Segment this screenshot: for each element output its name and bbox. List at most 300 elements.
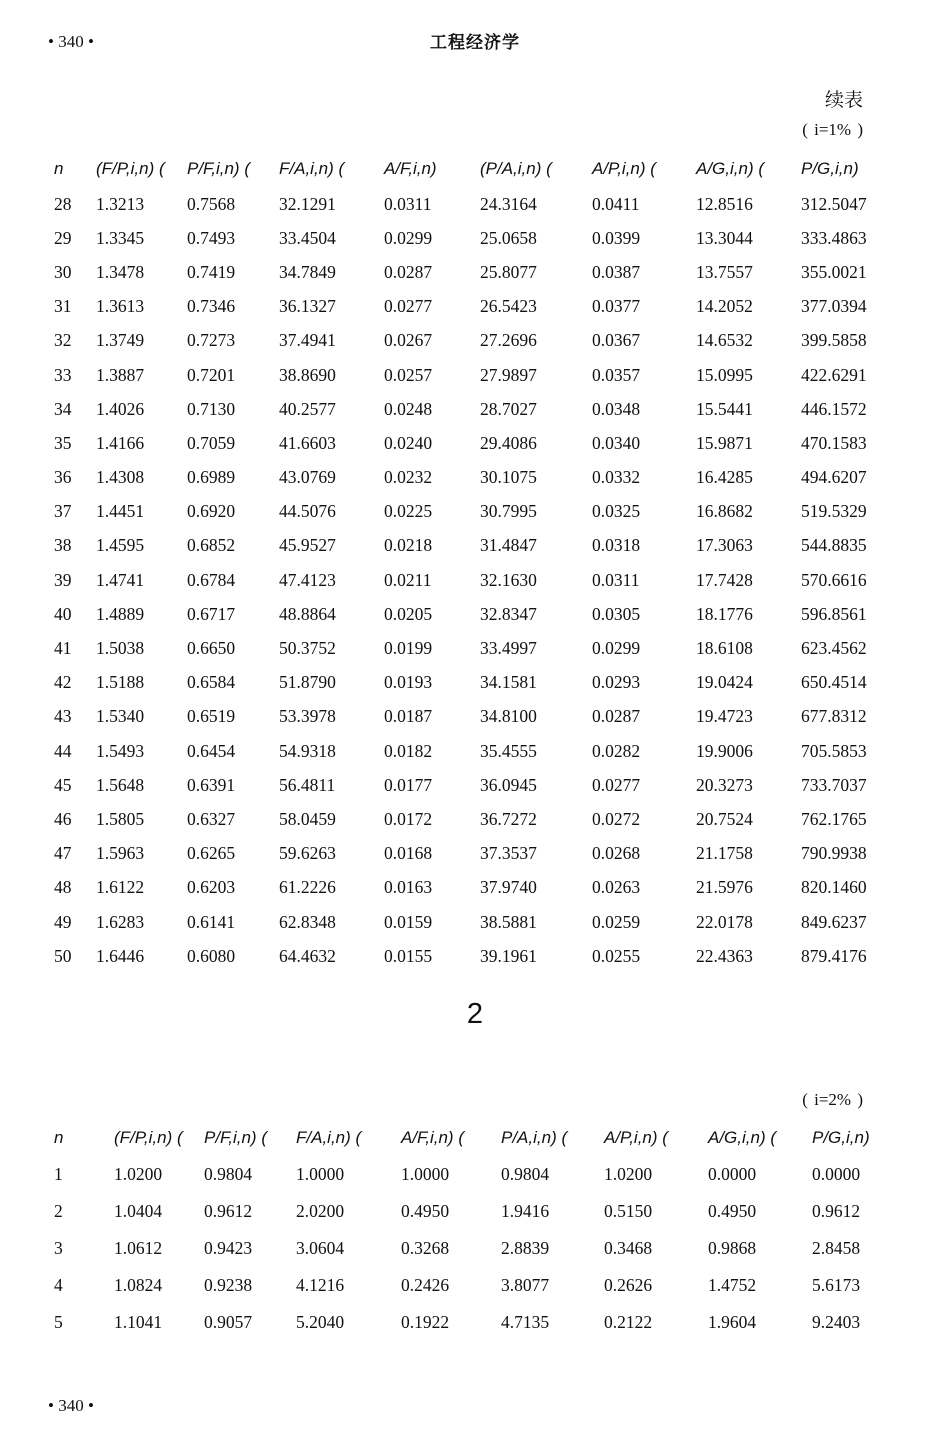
table-cell: 849.6237 — [801, 911, 867, 932]
table-cell: 25.8077 — [480, 261, 537, 282]
table-cell: 31 — [54, 296, 72, 317]
table-cell: 47 — [54, 843, 72, 864]
table-row — [54, 529, 881, 563]
factor-table-1pct — [54, 151, 881, 973]
column-header: P/F,i,n) ( — [187, 159, 250, 178]
table-cell: 0.0318 — [592, 535, 641, 556]
table-cell: 26.5423 — [480, 296, 537, 317]
table-row — [54, 1193, 892, 1230]
table-cell: 34 — [54, 398, 72, 419]
table-cell: 519.5329 — [801, 501, 867, 522]
table-cell: 58.0459 — [279, 808, 336, 829]
table-cell: 0.6080 — [187, 945, 236, 966]
table-cell: 0.0172 — [384, 808, 433, 829]
table-cell: 41.6603 — [279, 432, 336, 453]
table-cell: 355.0021 — [801, 261, 867, 282]
table-cell: 30 — [54, 261, 72, 282]
table-row — [54, 358, 881, 392]
table-cell: 677.8312 — [801, 706, 867, 727]
table-cell: 44.5076 — [279, 501, 336, 522]
table-cell: 1.5340 — [96, 706, 145, 727]
interest-rate-label-2: ( i=2% ) — [802, 1090, 863, 1109]
table-cell: 1.4595 — [96, 535, 145, 556]
table-cell: 0.0168 — [384, 843, 433, 864]
table-cell: 0.0248 — [384, 398, 433, 419]
table-cell: 705.5853 — [801, 740, 867, 761]
column-header: (P/A,i,n) ( — [480, 159, 552, 178]
table-cell: 0.6265 — [187, 843, 236, 864]
table-cell: 50 — [54, 945, 72, 966]
table-cell: 0.0232 — [384, 467, 433, 488]
table-cell: 31.4847 — [480, 535, 537, 556]
table-cell: 1.6446 — [96, 945, 145, 966]
table-cell: 1.0612 — [114, 1237, 163, 1258]
table-cell: 0.0305 — [592, 603, 641, 624]
table-cell: 14.6532 — [696, 330, 753, 351]
table-cell: 0.1922 — [401, 1311, 450, 1332]
table-cell: 37.3537 — [480, 843, 537, 864]
column-header: A/P,i,n) ( — [592, 159, 656, 178]
table-cell: 0.2626 — [604, 1274, 653, 1295]
table-cell: 0.0255 — [592, 945, 641, 966]
column-header: n — [54, 159, 64, 178]
table-cell: 45 — [54, 774, 72, 795]
table-cell: 1.3749 — [96, 330, 145, 351]
table-cell: 20.7524 — [696, 808, 753, 829]
table-cell: 30.7995 — [480, 501, 537, 522]
table-row — [54, 1156, 892, 1193]
table-cell: 1 — [54, 1163, 63, 1184]
table-cell: 0.0187 — [384, 706, 433, 727]
table-row — [54, 666, 881, 700]
table-cell: 0.0287 — [384, 261, 433, 282]
table-cell: 1.3213 — [96, 193, 145, 214]
table-cell: 0.0257 — [384, 364, 433, 385]
table-cell: 1.0200 — [114, 1163, 163, 1184]
table-cell: 34.7849 — [279, 261, 336, 282]
table-cell: 40 — [54, 603, 72, 624]
table-cell: 17.7428 — [696, 569, 753, 590]
page-title: 工程经济学 — [430, 33, 520, 53]
table-cell: 5.6173 — [812, 1274, 861, 1295]
table-cell: 2.8458 — [812, 1237, 861, 1258]
table-cell: 0.0177 — [384, 774, 433, 795]
table-cell: 0.0259 — [592, 911, 641, 932]
table-cell: 0.9612 — [204, 1200, 253, 1221]
table-cell: 1.3478 — [96, 261, 145, 282]
table-cell: 15.9871 — [696, 432, 753, 453]
table-cell: 0.6391 — [187, 774, 236, 795]
table-cell: 0.0225 — [384, 501, 433, 522]
table-cell: 41 — [54, 638, 72, 659]
table-row — [54, 700, 881, 734]
table-cell: 21.5976 — [696, 877, 753, 898]
table-cell: 32.1291 — [279, 193, 336, 214]
table-cell: 15.5441 — [696, 398, 753, 419]
page-number-top: • 340 • — [48, 32, 94, 51]
table-cell: 0.6519 — [187, 706, 236, 727]
table-cell: 1.0200 — [604, 1163, 653, 1184]
continued-label: 续表 — [824, 90, 863, 111]
table-header-row — [54, 151, 881, 187]
table-cell: 0.0293 — [592, 672, 641, 693]
table-cell: 28.7027 — [480, 398, 537, 419]
table-cell: 2.8839 — [501, 1237, 550, 1258]
table-cell: 29 — [54, 227, 72, 248]
table-cell: 0.3468 — [604, 1237, 653, 1258]
table-cell: 0.6327 — [187, 808, 236, 829]
table-cell: 5 — [54, 1311, 63, 1332]
table-cell: 0.0272 — [592, 808, 641, 829]
table-cell: 0.0163 — [384, 877, 433, 898]
table-row — [54, 255, 881, 289]
table-cell: 333.4863 — [801, 227, 867, 248]
table-cell: 0.0311 — [592, 569, 640, 590]
table-cell: 570.6616 — [801, 569, 867, 590]
table-cell: 820.1460 — [801, 877, 867, 898]
table-cell: 0.0287 — [592, 706, 641, 727]
table-cell: 1.3345 — [96, 227, 145, 248]
table-cell: 0.9868 — [708, 1237, 757, 1258]
table-cell: 42 — [54, 672, 72, 693]
table-cell: 0.0000 — [708, 1163, 757, 1184]
table-cell: 0.0377 — [592, 296, 641, 317]
table-cell: 1.0000 — [296, 1163, 345, 1184]
table-cell: 0.7059 — [187, 432, 236, 453]
table-cell: 0.6717 — [187, 603, 236, 624]
table-cell: 4.1216 — [296, 1274, 345, 1295]
table-cell: 53.3978 — [279, 706, 336, 727]
table-cell: 0.0000 — [812, 1163, 861, 1184]
table-cell: 470.1583 — [801, 432, 867, 453]
table-cell: 0.9057 — [204, 1311, 253, 1332]
table-cell: 4.7135 — [501, 1311, 550, 1332]
table-cell: 0.0182 — [384, 740, 433, 761]
table-cell: 56.4811 — [279, 774, 336, 795]
table-cell: 0.4950 — [708, 1200, 757, 1221]
table-cell: 48 — [54, 877, 72, 898]
table-cell: 37.4941 — [279, 330, 336, 351]
table-cell: 19.4723 — [696, 706, 753, 727]
table-cell: 64.4632 — [279, 945, 336, 966]
table-row — [54, 939, 881, 973]
table-cell: 650.4514 — [801, 672, 867, 693]
column-header: (F/P,i,n) ( — [96, 159, 165, 178]
table-cell: 0.0311 — [384, 193, 432, 214]
table-cell: 1.1041 — [114, 1311, 163, 1332]
table-row — [54, 1267, 892, 1304]
table-cell: 879.4176 — [801, 945, 867, 966]
table-cell: 61.2226 — [279, 877, 336, 898]
table-cell: 0.3268 — [401, 1237, 450, 1258]
table-cell: 14.2052 — [696, 296, 753, 317]
table-cell: 36 — [54, 467, 72, 488]
table-row — [54, 597, 881, 631]
table-cell: 38 — [54, 535, 72, 556]
table-cell: 45.9527 — [279, 535, 336, 556]
table-cell: 0.0348 — [592, 398, 641, 419]
table-cell: 0.7568 — [187, 193, 236, 214]
table-cell: 18.1776 — [696, 603, 753, 624]
table-cell: 3 — [54, 1237, 63, 1258]
table-cell: 22.0178 — [696, 911, 753, 932]
column-header: A/G,i,n) ( — [696, 159, 765, 178]
table-cell: 422.6291 — [801, 364, 867, 385]
table-cell: 762.1765 — [801, 808, 867, 829]
table-cell: 0.7419 — [187, 261, 236, 282]
table-cell: 0.0267 — [384, 330, 433, 351]
table-cell: 0.0332 — [592, 467, 641, 488]
table-cell: 32.1630 — [480, 569, 537, 590]
table-cell: 25.0658 — [480, 227, 537, 248]
table-cell: 0.6989 — [187, 467, 236, 488]
table-cell: 0.6920 — [187, 501, 236, 522]
table-row — [54, 290, 881, 324]
table-cell: 0.9423 — [204, 1237, 253, 1258]
table-row — [54, 631, 881, 665]
table-cell: 28 — [54, 193, 72, 214]
table-cell: 0.0299 — [592, 638, 641, 659]
table-cell: 0.2426 — [401, 1274, 450, 1295]
table-cell: 20.3273 — [696, 774, 753, 795]
table-row — [54, 187, 881, 221]
table-cell: 0.0282 — [592, 740, 641, 761]
table-cell: 0.7130 — [187, 398, 236, 419]
table-cell: 3.8077 — [501, 1274, 550, 1295]
table-cell: 0.6784 — [187, 569, 236, 590]
table-cell: 0.0387 — [592, 261, 641, 282]
table-cell: 1.0000 — [401, 1163, 450, 1184]
table-row — [54, 1304, 892, 1341]
table-cell: 19.0424 — [696, 672, 753, 693]
table-cell: 623.4562 — [801, 638, 867, 659]
table-cell: 30.1075 — [480, 467, 537, 488]
table-cell: 33.4504 — [279, 227, 336, 248]
table-cell: 16.8682 — [696, 501, 753, 522]
table-cell: 0.9612 — [812, 1200, 861, 1221]
table-cell: 790.9938 — [801, 843, 867, 864]
table-cell: 1.5493 — [96, 740, 145, 761]
table-cell: 39 — [54, 569, 72, 590]
table-cell: 1.6283 — [96, 911, 145, 932]
table-cell: 0.0299 — [384, 227, 433, 248]
table-cell: 0.6584 — [187, 672, 236, 693]
column-header: A/P,i,n) ( — [604, 1128, 668, 1147]
table-cell: 0.0199 — [384, 638, 433, 659]
table-row — [54, 563, 881, 597]
table-cell: 0.9804 — [204, 1163, 253, 1184]
table-cell: 44 — [54, 740, 72, 761]
table-cell: 27.9897 — [480, 364, 537, 385]
table-cell: 59.6263 — [279, 843, 336, 864]
table-cell: 1.5963 — [96, 843, 145, 864]
table-cell: 2 — [54, 1200, 63, 1221]
table-cell: 733.7037 — [801, 774, 867, 795]
table-cell: 0.0277 — [592, 774, 641, 795]
table-cell: 494.6207 — [801, 467, 867, 488]
table-cell: 1.6122 — [96, 877, 145, 898]
table-cell: 0.0411 — [592, 193, 640, 214]
table-cell: 1.5038 — [96, 638, 145, 659]
table-cell: 0.0268 — [592, 843, 641, 864]
table-row — [54, 495, 881, 529]
table-cell: 43 — [54, 706, 72, 727]
table-cell: 4 — [54, 1274, 63, 1295]
column-header: F/A,i,n) ( — [296, 1128, 362, 1147]
table-cell: 1.0404 — [114, 1200, 163, 1221]
table-cell: 0.6141 — [187, 911, 236, 932]
table-cell: 36.7272 — [480, 808, 537, 829]
table-cell: 0.7201 — [187, 364, 236, 385]
table-cell: 1.5188 — [96, 672, 145, 693]
table-cell: 36.0945 — [480, 774, 537, 795]
table-cell: 35 — [54, 432, 72, 453]
table-cell: 0.0159 — [384, 911, 433, 932]
table-cell: 0.7346 — [187, 296, 236, 317]
table-cell: 0.5150 — [604, 1200, 653, 1221]
table-cell: 62.8348 — [279, 911, 336, 932]
table-cell: 0.0340 — [592, 432, 641, 453]
table-cell: 0.0211 — [384, 569, 432, 590]
table-cell: 0.0155 — [384, 945, 433, 966]
table-cell: 1.4308 — [96, 467, 145, 488]
table-cell: 1.9604 — [708, 1311, 757, 1332]
table-cell: 38.8690 — [279, 364, 336, 385]
table-cell: 13.7557 — [696, 261, 753, 282]
interest-rate-label-1: ( i=1% ) — [802, 120, 863, 139]
table-cell: 1.5805 — [96, 808, 145, 829]
table-cell: 27.2696 — [480, 330, 537, 351]
table-cell: 312.5047 — [801, 193, 867, 214]
table-cell: 33.4997 — [480, 638, 537, 659]
table-cell: 1.3613 — [96, 296, 145, 317]
table-cell: 48.8864 — [279, 603, 336, 624]
table-row — [54, 392, 881, 426]
table-row — [54, 461, 881, 495]
column-header: n — [54, 1128, 64, 1147]
table-header-row — [54, 1120, 892, 1156]
table-cell: 32.8347 — [480, 603, 537, 624]
table-cell: 16.4285 — [696, 467, 753, 488]
table-cell: 19.9006 — [696, 740, 753, 761]
table-cell: 36.1327 — [279, 296, 336, 317]
table-cell: 0.7493 — [187, 227, 236, 248]
table-cell: 5.2040 — [296, 1311, 345, 1332]
column-header: F/A,i,n) ( — [279, 159, 345, 178]
table-cell: 3.0604 — [296, 1237, 345, 1258]
column-header: (F/P,i,n) ( — [114, 1128, 183, 1147]
table-cell: 0.6650 — [187, 638, 236, 659]
table-cell: 38.5881 — [480, 911, 537, 932]
table-row — [54, 802, 881, 836]
column-header: P/G,i,n) — [812, 1128, 870, 1147]
table-cell: 18.6108 — [696, 638, 753, 659]
table-cell: 0.0399 — [592, 227, 641, 248]
table-cell: 1.3887 — [96, 364, 145, 385]
table-cell: 29.4086 — [480, 432, 537, 453]
page-number-bottom: • 340 • — [48, 1396, 94, 1415]
table-cell: 0.0218 — [384, 535, 433, 556]
column-header: P/A,i,n) ( — [501, 1128, 568, 1147]
table-cell: 33 — [54, 364, 72, 385]
table-cell: 46 — [54, 808, 72, 829]
table-cell: 377.0394 — [801, 296, 867, 317]
table-cell: 2.0200 — [296, 1200, 345, 1221]
table-cell: 1.9416 — [501, 1200, 550, 1221]
table-cell: 24.3164 — [480, 193, 537, 214]
table-cell: 54.9318 — [279, 740, 336, 761]
table-cell: 0.0205 — [384, 603, 433, 624]
table-cell: 596.8561 — [801, 603, 867, 624]
table-cell: 399.5858 — [801, 330, 867, 351]
table-row — [54, 734, 881, 768]
table-cell: 0.4950 — [401, 1200, 450, 1221]
table-cell: 1.4026 — [96, 398, 145, 419]
table-cell: 1.4752 — [708, 1274, 757, 1295]
table-cell: 51.8790 — [279, 672, 336, 693]
table-row — [54, 221, 881, 255]
table-cell: 47.4123 — [279, 569, 336, 590]
table-cell: 21.1758 — [696, 843, 753, 864]
table-cell: 0.0325 — [592, 501, 641, 522]
table-cell: 40.2577 — [279, 398, 336, 419]
table-cell: 0.9804 — [501, 1163, 550, 1184]
table-row — [54, 768, 881, 802]
table-row — [54, 905, 881, 939]
table-row — [54, 871, 881, 905]
table-cell: 0.0263 — [592, 877, 641, 898]
table-cell: 43.0769 — [279, 467, 336, 488]
table-cell: 1.4166 — [96, 432, 145, 453]
factor-table-2pct — [54, 1120, 892, 1340]
table-cell: 544.8835 — [801, 535, 867, 556]
table-cell: 50.3752 — [279, 638, 336, 659]
table-cell: 1.4741 — [96, 569, 145, 590]
table-cell: 0.6454 — [187, 740, 236, 761]
table-cell: 37 — [54, 501, 72, 522]
column-header: A/F,i,n) — [384, 159, 437, 178]
table-cell: 1.0824 — [114, 1274, 163, 1295]
table-cell: 0.0367 — [592, 330, 641, 351]
table-cell: 1.5648 — [96, 774, 145, 795]
table-cell: 9.2403 — [812, 1311, 861, 1332]
table-row — [54, 1230, 892, 1267]
table-cell: 1.4451 — [96, 501, 145, 522]
table-cell: 34.8100 — [480, 706, 537, 727]
table-cell: 34.1581 — [480, 672, 537, 693]
table-cell: 32 — [54, 330, 72, 351]
table-cell: 35.4555 — [480, 740, 537, 761]
table-cell: 0.0240 — [384, 432, 433, 453]
table-cell: 0.2122 — [604, 1311, 653, 1332]
table-cell: 37.9740 — [480, 877, 537, 898]
table-cell: 13.3044 — [696, 227, 753, 248]
table-row — [54, 837, 881, 871]
table-cell: 0.9238 — [204, 1274, 253, 1295]
table-cell: 12.8516 — [696, 193, 753, 214]
table-cell: 0.0357 — [592, 364, 641, 385]
table-cell: 0.7273 — [187, 330, 236, 351]
column-header: A/F,i,n) ( — [401, 1128, 464, 1147]
column-header: A/G,i,n) ( — [708, 1128, 777, 1147]
table-cell: 0.6852 — [187, 535, 236, 556]
section-number: 2 — [466, 998, 484, 1030]
table-cell: 1.4889 — [96, 603, 145, 624]
column-header: P/G,i,n) — [801, 159, 859, 178]
table-cell: 22.4363 — [696, 945, 753, 966]
table-cell: 15.0995 — [696, 364, 753, 385]
table-cell: 0.0277 — [384, 296, 433, 317]
